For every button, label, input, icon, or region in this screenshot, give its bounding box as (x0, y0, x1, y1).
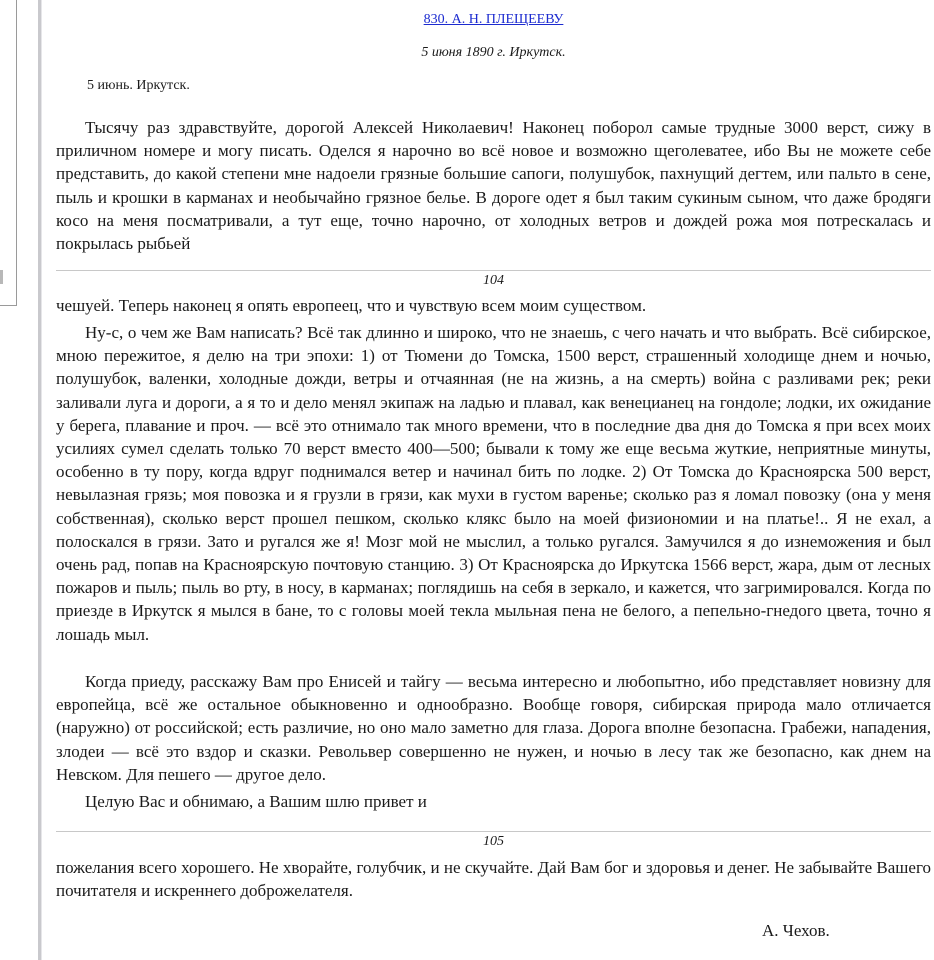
paragraph-1: Тысячу раз здравствуйте, дорогой Алексей Николаевич! Наконец поборол самые трудные 3000 верст, сижу в приличном номере и могу писать. Оделся я нарочно во всё новое и возможно щеголеватее, ибо Вы не можете себе представить, до какой степени мне надоели грязные большие сапоги, полушубок, пахнущий дегтем, или пальто в сене, пыль и крошки в карманах и необычайно грязное белье. В дороге одет я был таким сукиным сыном, что даже бродяги косо на меня посматривали, а тут еще, точно нарочно, от холодных ветров и дождей рожа моя потрескалась и покрылась рыбьей (56, 118, 931, 254)
letter-date-place: 5 июня 1890 г. Иркутск. (421, 45, 566, 60)
side-panel (0, 0, 38, 960)
paragraph-continuation: чешуей. Теперь наконец я опять европеец, что и чувствую всем моим существом. (56, 296, 647, 315)
side-panel-frame (0, 0, 17, 306)
paragraph-closing: пожелания всего хорошего. Не хворайте, голубчик, и не скучайте. Дай Вам бог и здоровья и денег. Не забывайте Вашего почитателя и искреннего доброжелателя. (56, 858, 931, 901)
page-number: 105 (483, 834, 504, 849)
signature: А. Чехов. (762, 921, 830, 940)
page-separator (56, 831, 931, 832)
side-panel-handle[interactable] (0, 270, 3, 284)
paragraph-4: Целую Вас и обнимаю, а Вашим шлю привет и (85, 792, 427, 811)
page-separator (56, 270, 931, 271)
paragraph-2: Ну-с, о чем же Вам написать? Всё так длинно и широко, что не знаешь, с чего начать и что выбрать. Всё сибирское, мною пережитое, я делю на три эпохи: 1) от Тюмени до Томска, 1500 верст, страшенный холодище днем и ночью, полушубок, валенки, холодные дожди, ветры и отчаянная (не на жизнь, а на смерть) война с разливами рек; реки заливали луга и дороги, а я то и дело менял экипаж на ладью и плавал, как венецианец на гондоле; лодки, их ожидание у берега, плавание и проч. — всё это отнимало так много времени, что в последние два дня до Томска я при всех моих усилиях сумел сделать только 70 верст вместо 400—500; бывали к тому же еще весьма жуткие, неприятные минуты, особенно в ту пору, когда вдруг поднимался ветер и начинал бить по лодке. 2) От Томска до Красноярска 500 верст, невылазная грязь; моя повозка и я грузли в грязи, как мухи в густом варенье; сколько раз я ломал повозку (она у меня собственная), сколько верст прошел пешком, сколько клякс было на моей физиономии и на платье!.. Я не ехал, а полоскался в грязи. Зато и ругался же я! Мозг мой не мыслил, а только ругался. Замучился я до изнеможения и был очень рад, попав на Красноярскую почтовую станцию. 3) От Красноярска до Иркутска 1566 верст, жара, дым от лесных пожаров и пыль; пыль во рту, в носу, в карманах; поглядишь на себя в зеркало, и кажется, что загримировался. Когда по приезде в Иркутск я мылся в бане, то с головы моей текла мыльная пена не белого, а пепельно-гнедого цвета, точно я лошадь мыл. (56, 323, 931, 644)
letter-dateline: 5 июнь. Иркутск. (87, 78, 190, 93)
paragraph-3: Когда приеду, расскажу Вам про Енисей и тайгу — весьма интересно и любопытно, ибо представляет новизну для европейца, всё же остальное обыкновенно и однообразно. Вообще говоря, сибирская природа мало отличается (наружно) от российской; есть различие, но оно мало заметно для глаза. Дорога вполне безопасна. Грабежи, нападения, злодеи — всё это вздор и сказки. Револьвер совершенно не нужен, и ночью в лесу так же безопасно, как днем на Невском. Для пешего — другое дело. (56, 672, 931, 784)
panel-divider (38, 0, 42, 960)
page-number: 104 (483, 273, 504, 288)
letter-title-link[interactable]: 830. А. Н. ПЛЕЩЕЕВУ (423, 12, 564, 27)
